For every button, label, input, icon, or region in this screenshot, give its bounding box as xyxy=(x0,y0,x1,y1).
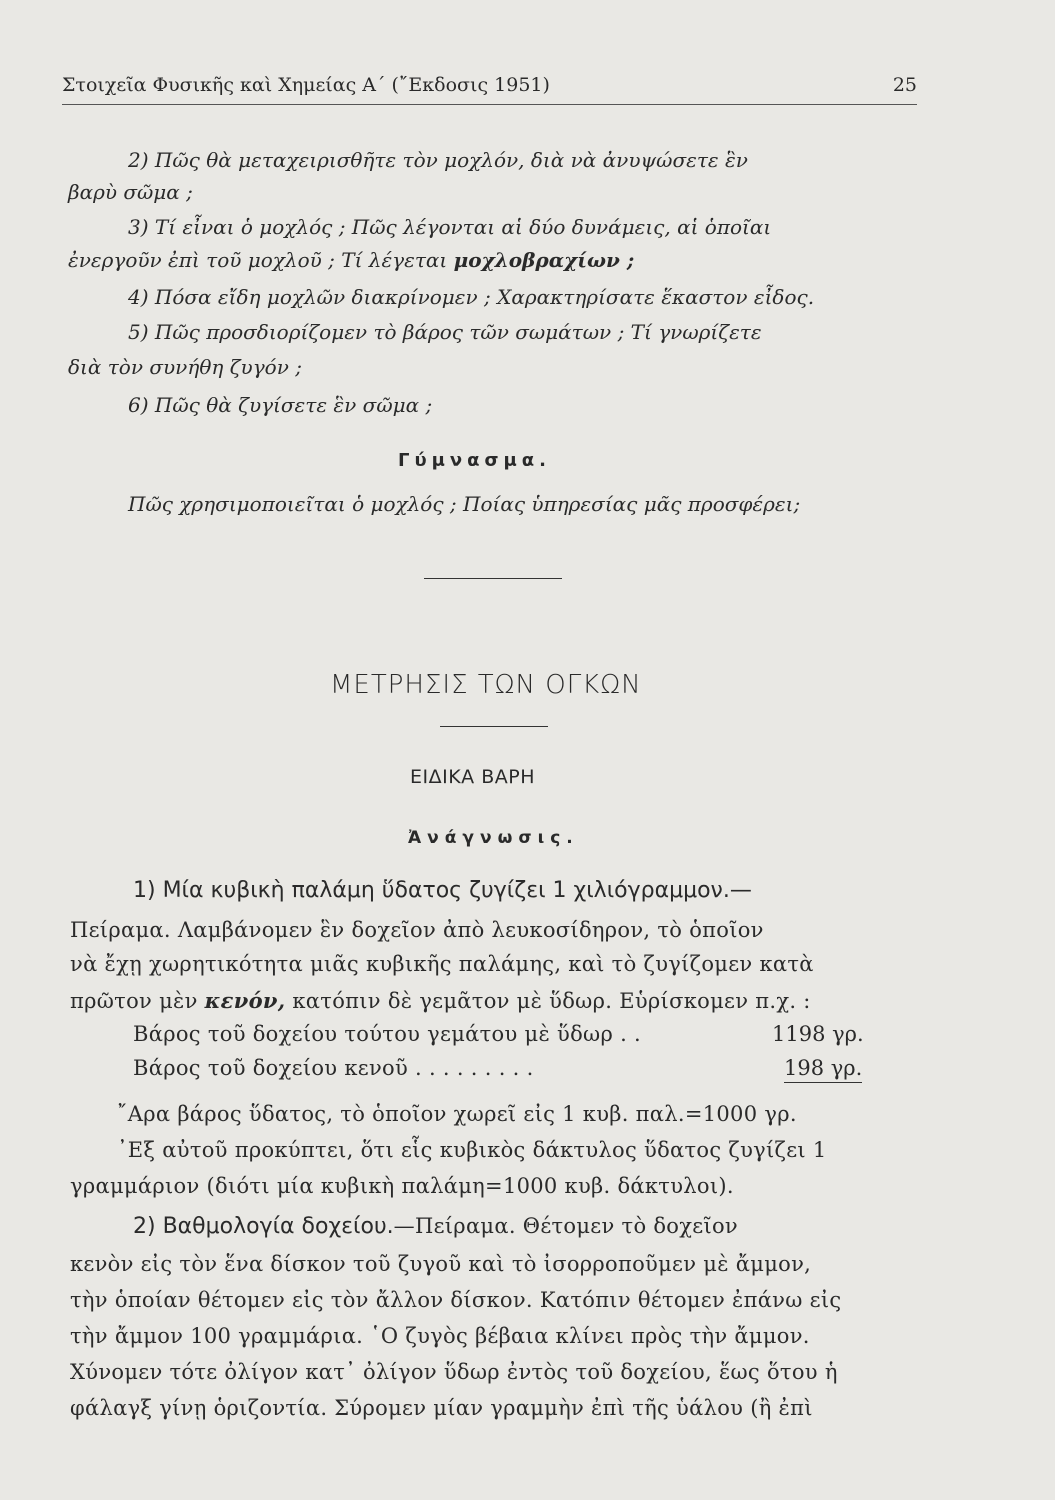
exercise-heading: Γύμνασμα. xyxy=(398,450,551,471)
p1-line3-end: κατόπιν δὲ γεμᾶτον μὲ ὕδωρ. Εὑρίσκομεν π.χ. : xyxy=(285,989,811,1013)
header-title: Στοιχεῖα Φυσικῆς καὶ Χημείας Α΄ (῎Εκδοσις 1951) xyxy=(62,74,550,96)
question-4-line-1: 4) Πόσα εἴδη μοχλῶν διακρίνομεν ; Χαρακτηρίσατε ἕκαστον εἶδος. xyxy=(128,285,815,309)
weight-row-empty-label: Βάρος τοῦ δοχείου κενοῦ . . . . . . . . . xyxy=(133,1056,534,1080)
paragraph-1-heading: 1) Μία κυβικὴ παλάμη ὕδατος ζυγίζει 1 χιλιόγραμμον.— xyxy=(133,878,752,903)
paragraph-2-heading-rest: —Πείραμα. Θέτομεν τὸ δοχεῖον xyxy=(393,1214,738,1238)
question-2-line-1: 2) Πῶς θὰ μεταχειρισθῆτε τὸν μοχλόν, διὰ νὰ ἀνυψώσετε ἓν xyxy=(128,148,748,172)
term-mochlovrachion: μοχλοβραχίων ; xyxy=(453,248,635,272)
question-5-line-2: διὰ τὸν συνήθη ζυγόν ; xyxy=(68,355,302,379)
paragraph-2-heading: 2) Βαθμολογία δοχείου. xyxy=(133,1214,394,1239)
question-2-line-2: βαρὺ σῶμα ; xyxy=(68,180,193,204)
paragraph-2-line-5: φάλαγξ γίνῃ ὁριζοντία. Σύρομεν μίαν γραμμὴν ἐπὶ τῆς ὑάλου (ἢ ἐπὶ xyxy=(70,1396,813,1420)
paragraph-2-heading-line xyxy=(133,1214,738,1239)
paragraph-1-line-5: ᾿Εξ αὐτοῦ προκύπτει, ὅτι εἷς κυβικὸς δάκτυλος ὕδατος ζυγίζει 1 xyxy=(117,1138,827,1162)
question-6-line-1: 6) Πῶς θὰ ζυγίσετε ἓν σῶμα ; xyxy=(128,393,433,417)
section-title: ΜΕΤΡΗΣΙΣ ΤΩΝ ΟΓΚΩΝ xyxy=(330,670,642,700)
reading-heading: Ἀνάγνωσις. xyxy=(408,828,579,848)
paragraph-1-line-2: νὰ ἔχῃ χωρητικότητα μιᾶς κυβικῆς παλάμης, καὶ τὸ ζυγίζομεν κατὰ xyxy=(70,952,814,976)
weight-row-full-label: Βάρος τοῦ δοχείου τούτου γεμάτου μὲ ὕδωρ . . xyxy=(133,1022,642,1046)
question-3-text: ἐνεργοῦν ἐπὶ τοῦ μοχλοῦ ; Τί λέγεται xyxy=(68,248,454,272)
paragraph-1-line-1: Πείραμα. Λαμβάνομεν ἓν δοχεῖον ἀπὸ λευκοσίδηρον, τὸ ὁποῖον xyxy=(70,918,764,942)
term-kenon: κενόν, xyxy=(204,988,286,1013)
paragraph-1-line-3 xyxy=(70,988,811,1013)
paragraph-2-line-1: κενὸν εἰς τὸν ἕνα δίσκον τοῦ ζυγοῦ καὶ τὸ ἰσορροποῦμεν μὲ ἄμμον, xyxy=(70,1252,812,1276)
page-number: 25 xyxy=(892,74,917,96)
running-header xyxy=(62,74,917,105)
section-divider xyxy=(424,578,562,579)
question-3-line-1: 3) Τί εἶναι ὁ μοχλός ; Πῶς λέγονται αἱ δύο δυνάμεις, αἱ ὁποῖαι xyxy=(128,215,772,239)
weight-row-full-value: 1198 γρ. xyxy=(772,1022,864,1046)
paragraph-2-line-4: Χύνομεν τότε ὀλίγον κατ᾿ ὀλίγον ὕδωρ ἐντὸς τοῦ δοχείου, ἕως ὅτου ἡ xyxy=(70,1360,838,1384)
exercise-text: Πῶς χρησιμοποιεῖται ὁ μοχλός ; Ποίας ὑπηρεσίας μᾶς προσφέρει; xyxy=(128,492,801,516)
paragraph-1-line-4: ῎Αρα βάρος ὕδατος, τὸ ὁποῖον χωρεῖ εἰς 1 κυβ. παλ.=1000 γρ. xyxy=(117,1102,797,1126)
question-5-line-1: 5) Πῶς προσδιορίζομεν τὸ βάρος τῶν σωμάτων ; Τί γνωρίζετε xyxy=(128,320,762,344)
paragraph-2-line-3: τὴν ἄμμον 100 γραμμάρια. ῾Ο ζυγὸς βέβαια κλίνει πρὸς τὴν ἄμμον. xyxy=(70,1324,810,1348)
p1-line3-start: πρῶτον μὲν xyxy=(70,989,205,1013)
section-subtitle: ΕΙΔΙΚΑ ΒΑΡΗ xyxy=(410,766,535,788)
paragraph-2-line-2: τὴν ὁποίαν θέτομεν εἰς τὸν ἄλλον δίσκον. Κατόπιν θέτομεν ἐπάνω εἰς xyxy=(70,1288,842,1312)
title-divider xyxy=(440,726,548,727)
paragraph-1-line-6: γραμμάριον (διότι μία κυβικὴ παλάμη=1000 κυβ. δάκτυλοι). xyxy=(70,1174,734,1198)
question-3-line-2 xyxy=(68,248,634,272)
weight-row-empty-value: 198 γρ. xyxy=(784,1056,862,1083)
